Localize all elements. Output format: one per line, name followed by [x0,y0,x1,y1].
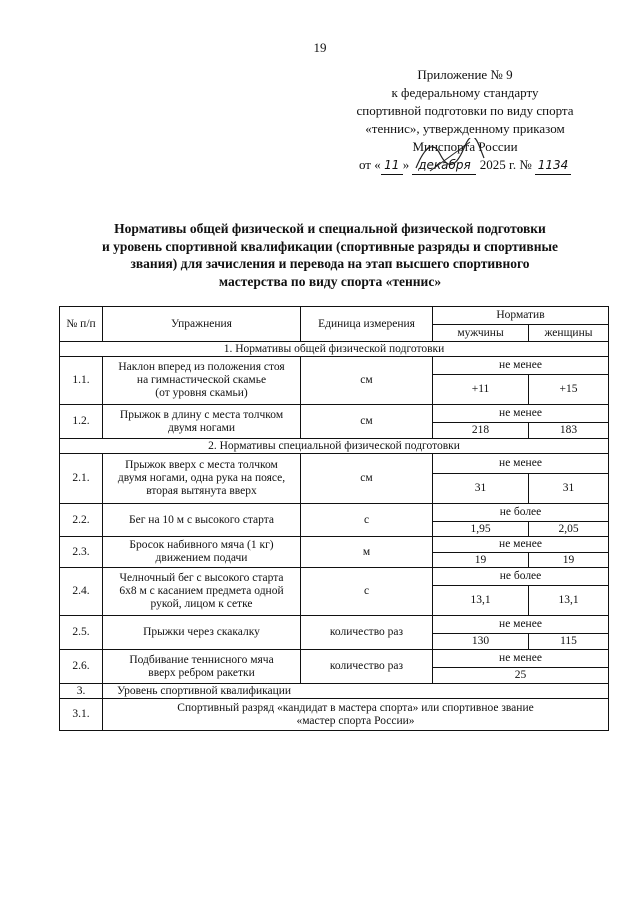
row-condition: не менее [433,405,609,423]
header-row [60,307,609,325]
exercise-line: Прыжки через скакалку [143,626,260,638]
exercise-line: вверх ребром ракетки [148,666,255,679]
value-women: 183 [529,423,609,439]
value-men: 13,1 [433,586,529,616]
exercise-line: двумя ногами, одна рука на поясе, [117,472,286,484]
value-women: 13,1 [529,586,609,616]
page-number: 19 [313,40,327,55]
header-unit: Единица измерения [301,307,433,342]
row-unit: см [301,454,433,504]
appendix-line: к федеральному стандарту [391,85,539,100]
row-unit: см [301,405,433,439]
header-women: женщины [529,325,609,342]
row-exercise [103,537,301,568]
qualification-text [103,699,609,731]
appendix-line: Минспорта России [412,139,518,154]
table-row [60,616,609,634]
row-num: 2.1. [60,454,103,504]
header-num: № п/п [60,307,103,342]
row-condition: не менее [433,616,609,634]
row-exercise [103,616,301,650]
title-line: мастерства по виду спорта «теннис» [218,273,442,289]
row-exercise [103,504,301,537]
row-num: 2.3. [60,537,103,568]
date-prefix: от « [358,157,381,172]
table-row [60,650,609,668]
section-title: Уровень спортивной квалификации [103,684,609,699]
row-unit: с [301,568,433,616]
value-men: 1,95 [433,522,529,537]
exercise-line: Прыжок в длину с места толчком [119,408,284,421]
table-row [60,405,609,423]
row-exercise [103,405,301,439]
row-num: 1.2. [60,405,103,439]
row-condition: не менее [433,357,609,375]
value-men: 218 [433,423,529,439]
title-line: и уровень спортивной квалификации (спортивные разряды и спортивные [101,238,559,254]
document-title [60,220,600,290]
value-men: 19 [433,553,529,568]
signature-mark [410,138,490,174]
row-num: 2.4. [60,568,103,616]
table-row [60,504,609,522]
qualification-line: «мастер спорта России» [296,714,415,727]
row-condition: не менее [433,537,609,553]
appendix-title: Приложение № 9 [417,67,513,82]
header-men: мужчины [433,325,529,342]
exercise-line: Бросок набивного мяча (1 кг) [129,539,274,551]
exercise-line: Прыжок вверх с места толчком [125,459,278,471]
date-month: декабря [412,156,476,175]
exercise-line: движением подачи [155,552,248,564]
section-title: 2. Нормативы специальной физической подготовки [60,439,609,454]
row-condition: не более [433,568,609,586]
exercise-line: на гимнастической скамье [136,374,267,386]
row-unit: количество раз [301,616,433,650]
header-exercise: Упражнения [103,307,301,342]
row-exercise [103,357,301,405]
row-exercise [103,568,301,616]
row-unit: м [301,537,433,568]
section-title: 1. Нормативы общей физической подготовки [60,342,609,357]
row-num: 3.1. [60,699,103,731]
exercise-line: Бег на 10 м с высокого старта [128,513,274,526]
section-num: 3. [60,684,103,699]
row-num: 2.6. [60,650,103,684]
row-exercise [103,650,301,684]
exercise-line: Наклон вперед из положения стоя [118,361,285,373]
row-unit: см [301,357,433,405]
row-unit: количество раз [301,650,433,684]
row-num: 2.2. [60,504,103,537]
exercise-line: 6х8 м с касанием предмета одной [119,585,284,597]
row-unit: с [301,504,433,537]
value-men: 31 [433,474,529,504]
appendix-line: «теннис», утвержденному приказом [365,121,565,136]
row-condition: не менее [433,650,609,668]
date-year: 2025 г. № [479,157,532,172]
row-exercise [103,454,301,504]
value-women: 2,05 [529,522,609,537]
value-men: 130 [433,634,529,650]
value-women: 31 [529,474,609,504]
table-row [60,568,609,586]
document-number: 1134 [535,156,571,175]
date-day: 11 [381,156,403,175]
section-row [60,342,609,357]
table-row [60,699,609,731]
appendix-line: спортивной подготовки по виду спорта [356,103,574,118]
exercise-line: Челночный бег с высокого старта [119,572,284,584]
date-mid: » [402,157,410,172]
value-women: +15 [529,375,609,405]
exercise-line: двумя ногами [167,421,236,434]
row-num: 2.5. [60,616,103,650]
table-row [60,454,609,474]
row-condition: не более [433,504,609,522]
exercise-line: рукой, лицом к сетке [150,598,253,610]
exercise-line: Подбивание теннисного мяча [129,653,274,666]
exercise-line: (от уровня скамьи) [155,387,248,399]
value-women: 115 [529,634,609,650]
exercise-line: вторая вытянута вверх [146,485,257,497]
row-num: 1.1. [60,357,103,405]
title-line: Нормативы общей физической и специальной физической подготовки [114,221,546,236]
standards-table [59,306,609,731]
value-both: 25 [433,668,609,684]
row-condition: не менее [433,454,609,474]
section-row [60,439,609,454]
title-line: звания) для зачисления и перевода на этап высшего спортивного [130,256,530,271]
qualification-line: Спортивный разряд «кандидат в мастера спорта» или спортивное звание [177,701,534,714]
section-row [60,684,609,699]
table-row [60,357,609,375]
header-norm: Норматив [433,307,609,325]
value-men: +11 [433,375,529,405]
value-women: 19 [529,553,609,568]
table-row [60,537,609,553]
